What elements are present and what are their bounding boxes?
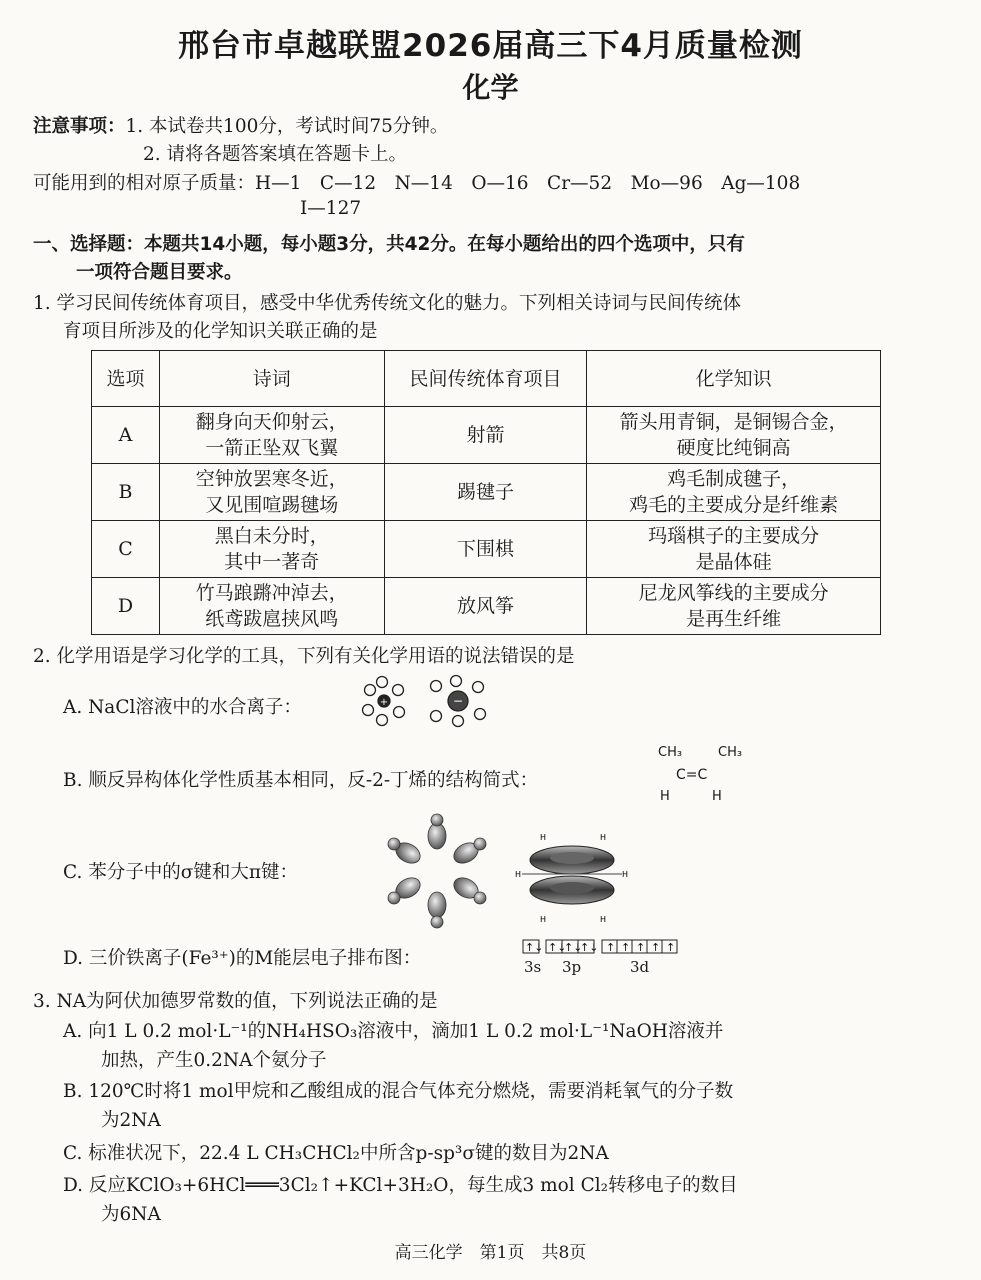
poem-line: 空钟放罢寒冬近， (195, 468, 348, 490)
q2-option-b: B. 顺反异构体化学性质基本相同，反-2-丁烯的结构简式： (63, 770, 539, 791)
poem-line: 又见围喧踢毽场 (205, 494, 339, 516)
q2-option-c: C. 苯分子中的σ键和大π键： (63, 862, 299, 883)
poem-line: 黑白未分时， (214, 525, 329, 547)
row-knowledge (587, 464, 881, 521)
q3-option-b-2: 为2NA (101, 1110, 161, 1131)
exam-title: 邢台市卓越联盟2026届高三下4月质量检测 (178, 28, 803, 64)
q2-option-a: A. NaCl溶液中的水合离子： (63, 697, 302, 718)
q2-stem: 2. 化学用语是学习化学的工具，下列有关化学用语的说法错误的是 (33, 646, 575, 667)
q1-stem: 1. 学习民间传统体育项目，感受中华优秀传统文化的魅力。下列相关诗词与民间传统体 (33, 293, 742, 314)
subject-title: 化学 (462, 71, 519, 104)
poem-line: 纸鸢跋扈挟风鸣 (205, 608, 339, 630)
orbital-diagram (522, 938, 682, 978)
h-atom: H (515, 870, 522, 879)
knowledge-line: 箭头用青铜，是铜锡合金， (619, 411, 848, 433)
row-poem (159, 464, 384, 521)
benzene-pi-bond-figure (512, 828, 632, 928)
svg-text:↑: ↑ (651, 941, 661, 954)
row-poem (159, 521, 384, 578)
row-option: A (92, 407, 160, 464)
atomic-masses-line1: H—1 C—12 N—14 O—16 Cr—52 Mo—96 Ag—108 (255, 173, 801, 194)
row-knowledge (587, 578, 881, 635)
h-atom: H (600, 915, 607, 924)
table-row (92, 464, 881, 521)
trans-2-butene-structure (640, 745, 750, 807)
row-knowledge (587, 521, 881, 578)
header-poem: 诗词 (159, 351, 384, 407)
q3-option-a: A. 向1 L 0.2 mol·L⁻¹的NH₄HSO₃溶液中，滴加1 L 0.2 mol·L⁻¹NaOH溶液并 (63, 1021, 724, 1042)
knowledge-line: 硬度比纯铜高 (676, 437, 791, 459)
svg-text:↑: ↑ (606, 941, 616, 954)
notes-item-2: 2. 请将各题答案填在答题卡上。 (143, 144, 408, 165)
hydrated-ions-figure (358, 672, 498, 728)
poem-line: 其中一著奇 (224, 551, 320, 573)
h-atom: H (600, 833, 607, 842)
svg-text:↑: ↑ (636, 941, 646, 954)
q1-table (91, 350, 881, 635)
q3-stem: 3. NA为阿伏加德罗常数的值，下列说法正确的是 (33, 991, 438, 1012)
knowledge-line: 是晶体硅 (695, 551, 772, 573)
knowledge-line: 鸡毛的主要成分是纤维素 (629, 494, 839, 516)
header-knowledge: 化学知识 (587, 351, 881, 407)
orbital-label-3s: 3s (524, 958, 542, 976)
notes-label: 注意事项： (33, 116, 126, 137)
svg-text:↑↓: ↑↓ (580, 941, 599, 954)
row-option: C (92, 521, 160, 578)
atomic-masses (33, 169, 800, 195)
svg-text:↑↓: ↑↓ (525, 941, 544, 954)
notes-item-1: 1. 本试卷共100分，考试时间75分钟。 (125, 116, 449, 137)
row-poem (159, 578, 384, 635)
q3-option-d-2: 为6NA (101, 1204, 161, 1225)
section-heading-2: 一项符合题目要求。 (76, 262, 243, 283)
knowledge-line: 是再生纤维 (686, 608, 782, 630)
svg-text:+: + (379, 697, 389, 708)
double-bond-label: C=C (676, 767, 708, 783)
ch3-label: CH₃ (658, 745, 683, 760)
knowledge-line: 尼龙风筝线的主要成分 (638, 582, 829, 604)
h-atom: H (622, 870, 629, 879)
h-atom: H (540, 915, 547, 924)
table-row (92, 407, 881, 464)
benzene-sigma-figure (378, 812, 496, 930)
row-knowledge (587, 407, 881, 464)
atomic-masses-line2: I—127 (300, 198, 362, 219)
notes (33, 112, 448, 138)
h-atom: H (540, 833, 547, 842)
svg-text:↑↓: ↑↓ (564, 941, 583, 954)
row-sport: 射箭 (384, 407, 587, 464)
header-sport: 民间传统体育项目 (384, 351, 587, 407)
orbital-boxes (522, 938, 682, 956)
q3-option-c: C. 标准状况下，22.4 L CH₃CHCl₂中所含p-sp³σ键的数目为2NA (63, 1143, 609, 1164)
q3-option-b: B. 120℃时将1 mol甲烷和乙酸组成的混合气体充分燃烧，需要消耗氧气的分子数 (63, 1081, 734, 1102)
q1-stem-2: 育项目所涉及的化学知识关联正确的是 (63, 321, 378, 342)
row-sport: 放风筝 (384, 578, 587, 635)
table-header-row (92, 351, 881, 407)
poem-line: 一箭正坠双飞翼 (205, 437, 339, 459)
q3-option-a-2: 加热，产生0.2NA个氨分子 (101, 1050, 327, 1071)
row-poem (159, 407, 384, 464)
h-label: H (712, 789, 722, 804)
row-option: D (92, 578, 160, 635)
svg-text:−: − (452, 694, 464, 708)
svg-text:↑: ↑ (666, 941, 676, 954)
page-footer: 高三化学 第1页 共8页 (394, 1243, 587, 1263)
orbital-label-3p: 3p (562, 958, 582, 976)
section-heading: 一、选择题：本题共14小题，每小题3分，共42分。在每小题给出的四个选项中，只有 (33, 234, 745, 255)
knowledge-line: 鸡毛制成毽子， (667, 468, 801, 490)
knowledge-line: 玛瑙棋子的主要成分 (648, 525, 820, 547)
q2-option-d: D. 三价铁离子(Fe³⁺)的M能层电子排布图： (63, 948, 422, 969)
svg-text:↑: ↑ (621, 941, 631, 954)
atomic-masses-label: 可能用到的相对原子质量： (33, 173, 256, 194)
ch3-label: CH₃ (718, 745, 743, 760)
table-row (92, 521, 881, 578)
table-row (92, 578, 881, 635)
row-option: B (92, 464, 160, 521)
row-sport: 踢毽子 (384, 464, 587, 521)
header-option: 选项 (92, 351, 160, 407)
row-sport: 下围棋 (384, 521, 587, 578)
poem-line: 竹马踉蹡冲淖去， (195, 582, 348, 604)
poem-line: 翻身向天仰射云， (195, 411, 348, 433)
q3-option-d: D. 反应KClO₃+6HCl═══3Cl₂↑+KCl+3H₂O，每生成3 mol Cl₂转移电子的数目 (63, 1175, 738, 1196)
h-label: H (660, 789, 670, 804)
svg-text:↑↓: ↑↓ (548, 941, 567, 954)
orbital-label-3d: 3d (630, 958, 650, 976)
